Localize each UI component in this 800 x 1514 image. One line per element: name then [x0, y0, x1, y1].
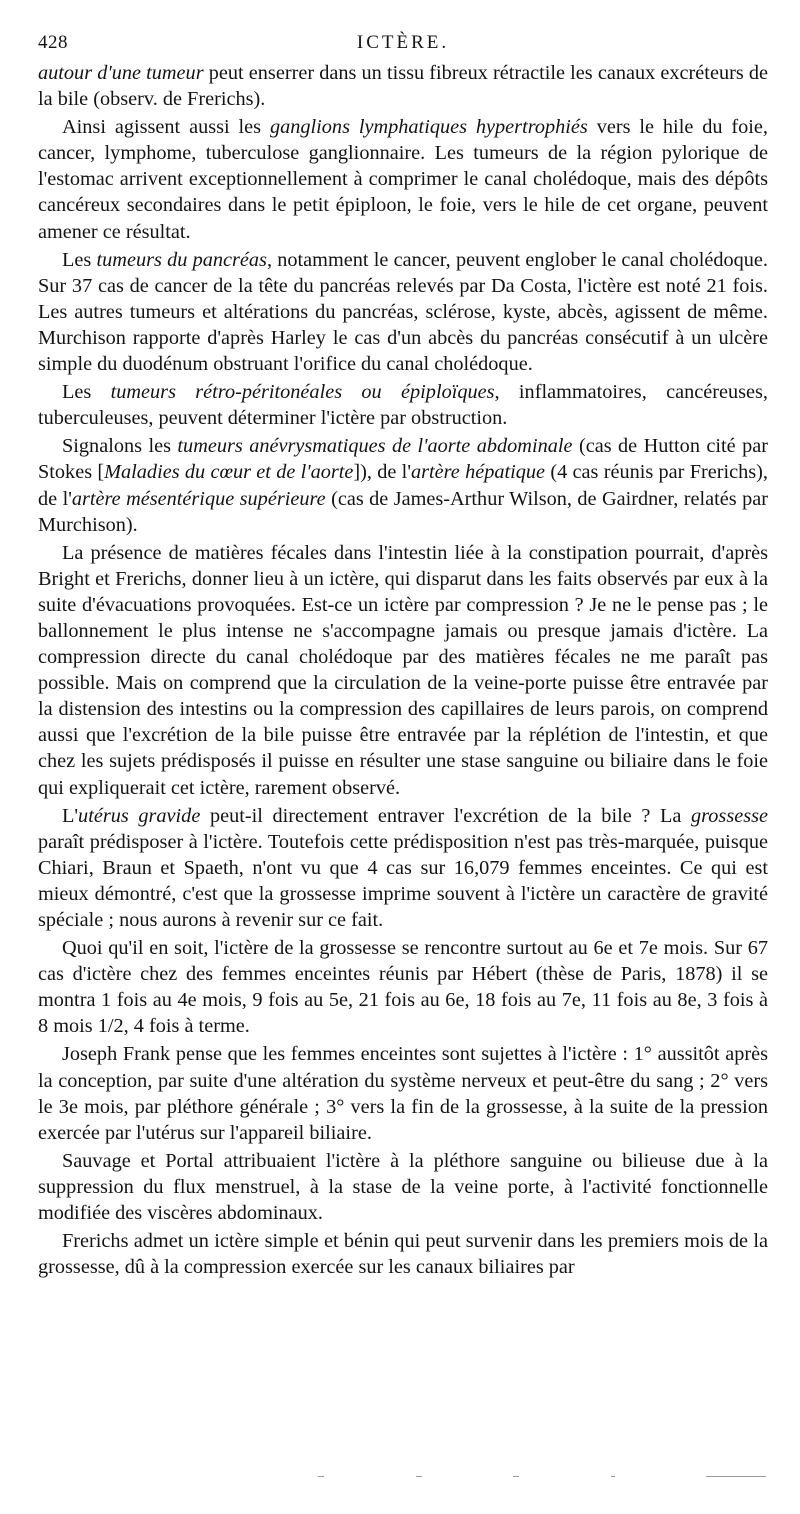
book-page	[38, 30, 768, 1280]
paragraph	[38, 114, 768, 244]
text-run: paraît prédisposer à l'ictère. Toutefois cette prédisposition n'est pas très-marquée, puisque Chiari, Braun et Spaeth, n'ont vu que 4 cas sur 16,079 femmes enceintes. Ce qui est mieux démontré, c'est que la grossesse imprime souvent à l'ictère un caractère de gravité spéciale ; nous aurons à revenir sur ce fait.	[38, 830, 768, 931]
text-run: , notamment le cancer, peuvent englober le canal cholédoque. Sur 37 cas de cancer de la tête du pancréas relevés par Da Costa, l'ictère est noté 21 fois. Les autres tumeurs et altérations du pancréas, sclérose, kyste, abcès, agissent de même. Murchison rapporte d'après Harley le cas d'un abcès du pancréas consécutif à un ulcère simple du duodénum obstruant l'orifice du canal cholédoque.	[38, 248, 768, 376]
paragraph	[38, 1148, 768, 1226]
text-run: L'	[62, 804, 79, 827]
text-run: , inflammatoires, cancéreuses, tuberculeuses, peuvent déterminer l'ictère par obstruction.	[38, 381, 768, 430]
paragraph	[38, 540, 768, 801]
italic-text: utérus gravide	[78, 804, 201, 827]
paragraph	[38, 379, 768, 431]
body-text	[38, 60, 768, 1280]
text-run: ]), de l'	[353, 461, 411, 484]
footer-rule	[318, 1473, 766, 1479]
italic-text: tumeurs rétro-péritonéales ou épiploïques	[110, 381, 495, 404]
page-number: 428	[38, 32, 68, 53]
text-run: Sauvage et Portal attribuaient l'ictère à la pléthore sanguine ou bilieuse due à la suppression du flux menstruel, à la stase de la veine porte, à l'activité fonctionnelle modifiée des viscères abdominaux.	[38, 1149, 768, 1225]
paragraph	[38, 1228, 768, 1280]
italic-text: Maladies du cœur et de l'aorte	[104, 461, 354, 484]
running-head: ICTÈRE.	[356, 32, 450, 53]
text-run: peut-il directement entraver l'excrétion de la bile ? La	[200, 804, 691, 827]
text-run: (cas de James-Arthur Wilson, de Gairdner, relatés par Murchison).	[38, 487, 768, 536]
text-run: Quoi qu'il en soit, l'ictère de la grossesse se rencontre surtout au 6e et 7e mois. Sur 67 cas d'ictère chez des femmes enceintes réunis par Hébert (thèse de Paris, 1878) il se montra 1 fois au 4e mois, 9 fois au 5e, 21 fois au 6e, 18 fois au 7e, 11 fois au 8e, 3 fois à 8 mois 1/2, 4 fois à terme.	[38, 937, 768, 1038]
text-run: vers le hile du foie, cancer, lymphome, tuberculose ganglionnaire. Les tumeurs de la région pylorique de l'estomac arrivent exceptionnellement à comprimer le canal cholédoque, mais des dépôts cancéreux secondaires dans le petit épiploon, le foie, vers le hile de cet organe, peuvent amener ce résultat.	[38, 116, 768, 243]
paragraph	[38, 935, 768, 1039]
italic-text: artère hépatique	[410, 461, 546, 484]
text-run: Les	[62, 381, 111, 404]
text-run: La présence de matières fécales dans l'intestin liée à la constipation pourrait, d'après Bright et Frerichs, donner lieu à un ictère, qui disparut dans les faits observés par eux à la suite d'évacuations provoquées. Est-ce un ictère par compression ? Je ne le pense pas ; le ballonnement le plus intense ne s'accompagne jamais ou presque jamais d'ictère. La compression directe du canal cholédoque par des matières fécales ne me paraît pas possible. Mais on comprend que la circulation de la veine-porte puisse être entravée par la distension des intestins ou la compression des capillaires de leurs parois, on comprend aussi que l'excrétion de la bile puisse être entravée par la réplétion de l'intestin, et que chez les sujets prédisposés il puisse en résulter une stase sanguine ou biliaire dans le foie qui expliquerait cet ictère, rarement observé.	[38, 541, 768, 799]
italic-text: tumeurs du pancréas	[96, 248, 267, 271]
italic-text: autour d'une tumeur	[38, 62, 204, 84]
italic-text: tumeurs anévrysmatiques de l'aorte abdominale	[177, 435, 573, 458]
text-run: Les	[62, 248, 97, 271]
paragraph	[38, 247, 768, 377]
text-run: (4 cas réunis par Frerichs), de l'	[38, 461, 768, 510]
text-run: (cas de Hutton cité par Stokes [	[38, 435, 768, 484]
text-run: Signalons les	[62, 435, 178, 458]
paragraph	[38, 60, 768, 112]
paragraph	[38, 1041, 768, 1145]
text-run: Ainsi agissent aussi les	[62, 116, 270, 139]
italic-text: ganglions lymphatiques hypertrophiés	[269, 116, 588, 139]
page-header	[38, 30, 768, 60]
text-run: Frerichs admet un ictère simple et bénin qui peut survenir dans les premiers mois de la grossesse, dû à la compression exercée sur les canaux biliaires par	[38, 1230, 768, 1279]
text-run: peut enserrer dans un tissu fibreux rétractile les canaux excréteurs de la bile (observ. de Frerichs).	[38, 62, 769, 111]
text-run: Joseph Frank pense que les femmes enceintes sont sujettes à l'ictère : 1° aussitôt après la conception, par suite d'une altération du système nerveux et peut-être du sang ; 2° vers le 3e mois, par pléthore générale ; 3° vers la fin de la grossesse, à la suite de la pression exercée par l'utérus sur l'appareil biliaire.	[38, 1043, 768, 1144]
paragraph	[38, 433, 768, 537]
paragraph	[38, 803, 768, 933]
italic-text: grossesse	[691, 804, 768, 827]
italic-text: artère mésentérique supérieure	[71, 487, 326, 510]
